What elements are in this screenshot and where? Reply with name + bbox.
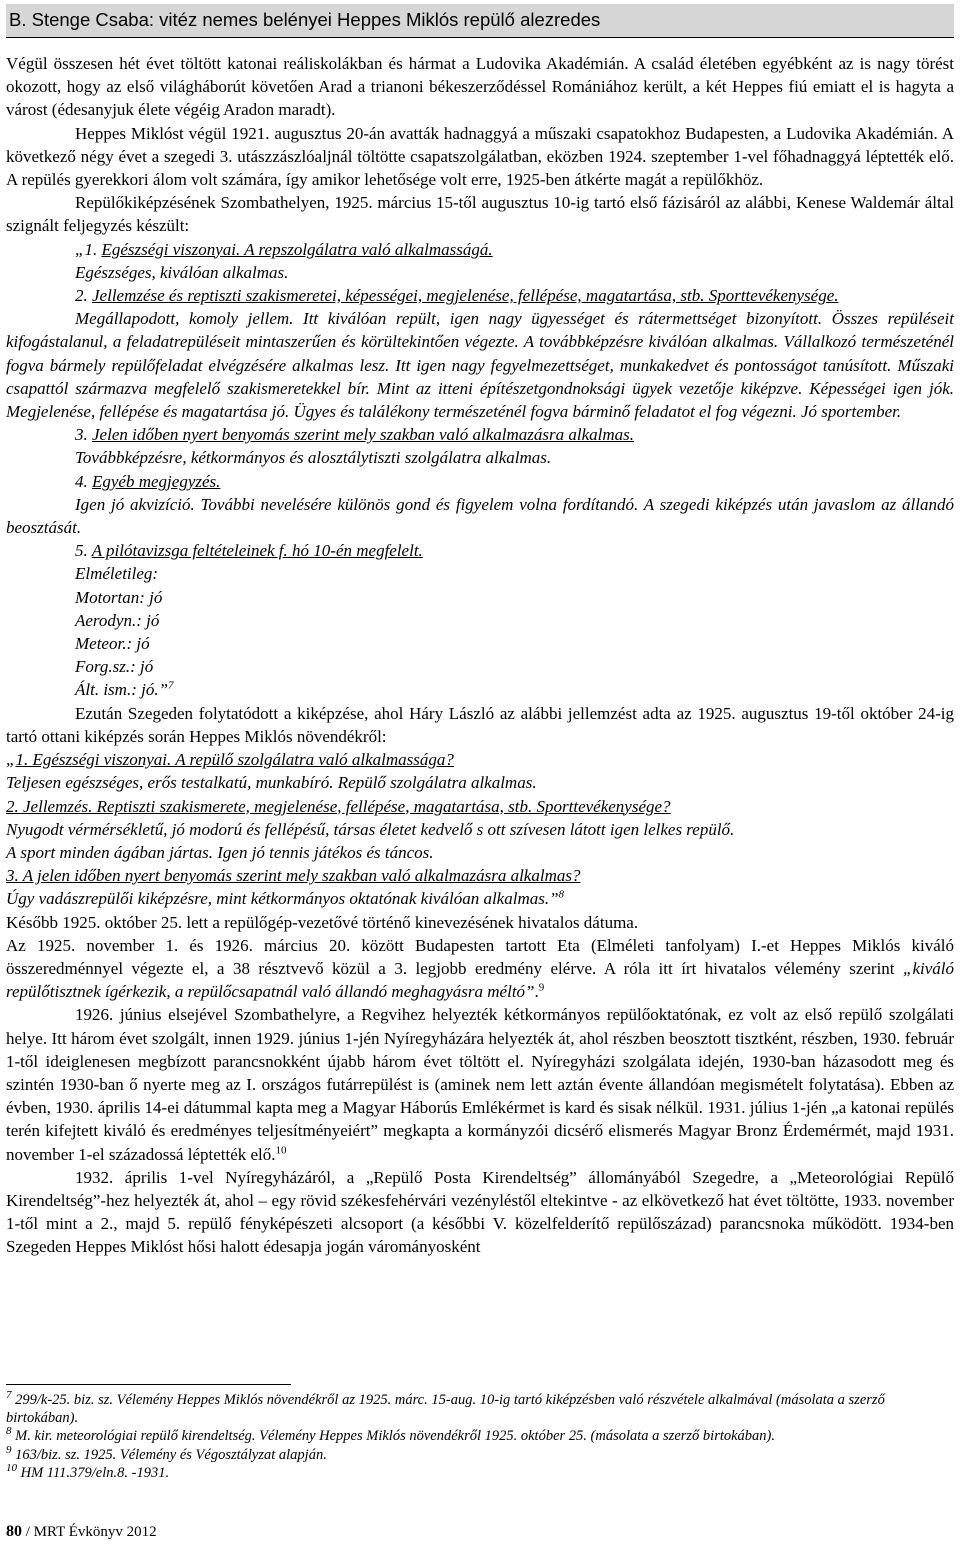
paragraph: Repülőkiképzésének Szombathelyen, 1925. március 15-től augusztus 10-ig tartó első fázisáról az alábbi, Kenese Waldemár által szignált feljegyzés készült: [6, 193, 954, 236]
quote-item-3: 3. Jelen időben nyert benyomás szerint mely szakban való alkalmazásra alkalmas. [75, 425, 635, 445]
quote-answer: Továbbképzésre, kétkormányos és alosztálytiszti szolgálatra alkalmas. [75, 448, 552, 468]
quote-item: 2. Jellemzés. Reptiszti szakismerete, megjelenése, fellépése, magatartása, stb. Sporttevékenysége? [6, 796, 671, 816]
quote-answer: Úgy vadászrepülői kiképzésre, mint kétkormányos oktatónak kiválóan alkalmas.”$^8$ [6, 888, 565, 909]
quote-item-2: 2. Jellemzése és reptiszti szakismeretei, képességei, megjelenése, fellépése, magatartása, stb. Sporttevékenysége. [75, 286, 839, 306]
exam-line: Forg.sz.: jó [75, 657, 154, 677]
footnote: $^7$ 299/k-25. biz. sz. Vélemény Heppes Miklós növendékről az 1925. márc. 15-aug. 10-ig tartó kiképzésben való részvétele alkalmával (másolata a szerző birtokában). [6, 1389, 885, 1427]
paragraph: Az 1925. november 1. és 1926. március 20. között Budapesten tartott Eta (Elméleti tanfolyam) I.-et Heppes Miklós kiváló összeredménnyel végezte el, a 38 résztvevő közül a 3. legjobb eredmény elérve. A róla itt írt hivatalos vélemény szerint „kiváló repülőtisztnek ígérkezik, a repülőcsapatnál való állandó meghagyásra méltó”.$^9$ [6, 935, 954, 1002]
footnote: $^8$ M. kir. meteorológiai repülő kirendeltség. Vélemény Heppes Miklós növendékről 1925. október 25. (másolata a szerző birtokában). [6, 1425, 776, 1445]
article-body [6, 52, 954, 1259]
exam-line: Aerodyn.: jó [75, 610, 160, 630]
quote-answer: Egészséges, kiválóan alkalmas. [75, 262, 289, 282]
footnote-ref: 9 [538, 981, 545, 994]
exam-line: Motortan: jó [75, 587, 163, 607]
quote-answer: A sport minden ágában jártas. Igen jó tennis játékos és táncos. [6, 842, 434, 862]
footnote-ref: 7 [168, 679, 174, 692]
exam-line: Elméletileg: [75, 564, 159, 584]
paragraph: 1926. június elsejével Szombathelyre, a Regvihez helyezték kétkormányos repülőoktatónak, ez volt az első repülő szolgálati helye. Itt három évet szolgált, innen 1929. június 1-jén Nyíregyházára helyezték át, ahol részben beosztott tisztként, részben, 1930. február 1-től ideiglenesen megbízott parancsnokként újabb három évet töltött el. Nyíregyházi szolgálata idején, 1930-ban házasodott meg és szintén 1930-ban ő nyerte meg az I. országos futárrepülést is (aminek nem lett aztán évente állandóan megismételt folytatása). Ebben az évben, 1930. április 14-ei dátummal kapta meg a Magyar Háborús Emlékérmet is kard és sisak nélkül. 1931. július 1-jén „a katonai repülés terén kifejtett kiváló és eredményes teljesítményeiért” megkapta a kormányzói dicsérő elismerés Magyar Bronz Érdemérmét, majd 1931. november 1-el századossá léptették elő.$^{10}$ [6, 1005, 954, 1164]
paragraph: Ezután Szegeden folytatódott a kiképzése, ahol Háry László az alábbi jellemzést adta az 1925. augusztus 19-től október 24-ig tartó ottani kiképzés során Heppes Miklós növendékről: [6, 703, 954, 746]
footnote: $^{10}$ HM 111.379/eln.8. -1931. [6, 1461, 170, 1481]
footnote-ref: 8 [558, 888, 565, 901]
footnote-ref: 10 [275, 1143, 287, 1156]
journal-name: / MRT Évkönyv 2012 [22, 1524, 157, 1540]
footnote-separator [6, 1384, 291, 1385]
quote-answer: Teljesen egészséges, erős testalkatú, munkabíró. Repülő szolgálatra alkalmas. [6, 773, 537, 793]
quote-item: 3. A jelen időben nyert benyomás szerint mely szakban való alkalmazásra alkalmas? [6, 866, 581, 886]
exam-line: Ált. ism.: jó.”$^7$ [75, 679, 174, 700]
quote-item-4: 4. Egyéb megjegyzés. [75, 471, 221, 491]
footnote: $^9$ 163/biz. sz. 1925. Vélemény és Végosztályzat alapján. [6, 1443, 327, 1463]
paragraph: Később 1925. október 25. lett a repülőgép-vezetővé történő kinevezésének hivatalos dátuma. [6, 912, 639, 932]
page-footer [6, 1523, 157, 1541]
header-title: B. Stenge Csaba: vitéz nemes belényei Heppes Miklós repülő alezredes [9, 9, 601, 30]
page-number: 80 [6, 1523, 22, 1540]
paragraph: 1932. április 1-vel Nyíregyházáról, a „Repülő Posta Kirendeltség” állományából Szegedre, a „Meteorológiai Repülő Kirendeltség”-hez helyezték át, ahol – egy rövid székesfehérvári vezényléstől eltekintve - az elkövetkező hat évet töltötte, 1933. november 1-től mint a 2., majd 5. repülő fényképészeti alcsoport (a későbbi V. közelfelderítő repülőszázad) parancsnoka működött. 1934-ben Szegeden Heppes Miklóst hősi halott édesapja jogán várományosként [6, 1167, 954, 1257]
quote-item-1: „1. Egészségi viszonyai. A repszolgálatra való alkalmasságá. [75, 239, 493, 259]
footnotes [6, 1391, 954, 1482]
paragraph: Végül összesen hét évet töltött katonai reáliskolákban és hármat a Ludovika Akadémián. A család életében egyébként az is nagy törést okozott, hogy az első világháborút követően Arad a trianoni békeszerződéssel Romániához került, a két Heppes fiú emiatt el is hagyta a várost (édesanyjuk élete végéig Aradon maradt). [6, 54, 954, 120]
paragraph: Heppes Miklóst végül 1921. augusztus 20-án avatták hadnaggyá a műszaki csapatokhoz Budapesten, a Ludovika Akadémián. A következő négy évet a szegedi 3. utászzászlóaljnál töltötte csapatszolgálatban, eközben 1924. szeptember 1-vel főhadnaggyá léptették elő. A repülés gyerekkori álom volt számára, így amikor lehetősége volt erre, 1925-ben átkérte magát a repülőkhöz. [6, 123, 954, 190]
quote-answer: Megállapodott, komoly jellem. Itt kiválóan repült, igen nagy ügyességet és rátermettséget bizonyított. Összes repüléseit kifogástalanul, a feladatrepüléseit mintaszerűen és körültekintően végezte. A továbbképzésre kiválóan alkalmas. Vállalkozó természeténél fogva bármely repülőfeladat elvégzésére alkalmas lesz. Itt igen nagy fegyelmezettséget, munkakedvet és pontosságot tanúsított. Műszaki csapattól származva megfelelő szakismeretekkel bír. Mint az itteni építészetgondnoksági ügyek vezetője kiképzve. Képességei igen jók. Megjelenése, fellépése és magatartása jó. Ügyes és találékony természeténél fogva bárminő feladatot el fog végezni. Jó sportember. [6, 309, 954, 422]
running-header [6, 4, 954, 38]
exam-line: Meteor.: jó [75, 634, 150, 654]
quote-item: „1. Egészségi viszonyai. A repülő szolgálatra való alkalmassága? [6, 750, 454, 770]
quote-answer: Nyugodt vérmérsékletű, jó modorú és fellépésű, társas életet kedvelő s ott szívesen látott igen lelkes repülő. [6, 819, 735, 839]
quote-answer: Igen jó akvizíció. További nevelésére különös gond és figyelem volna fordítandó. A szegedi kiképzés után javaslom az állandó beosztását. [6, 494, 954, 538]
quote-item-5: 5. A pilótavizsga feltételeinek f. hó 10-én megfelelt. [75, 541, 423, 561]
